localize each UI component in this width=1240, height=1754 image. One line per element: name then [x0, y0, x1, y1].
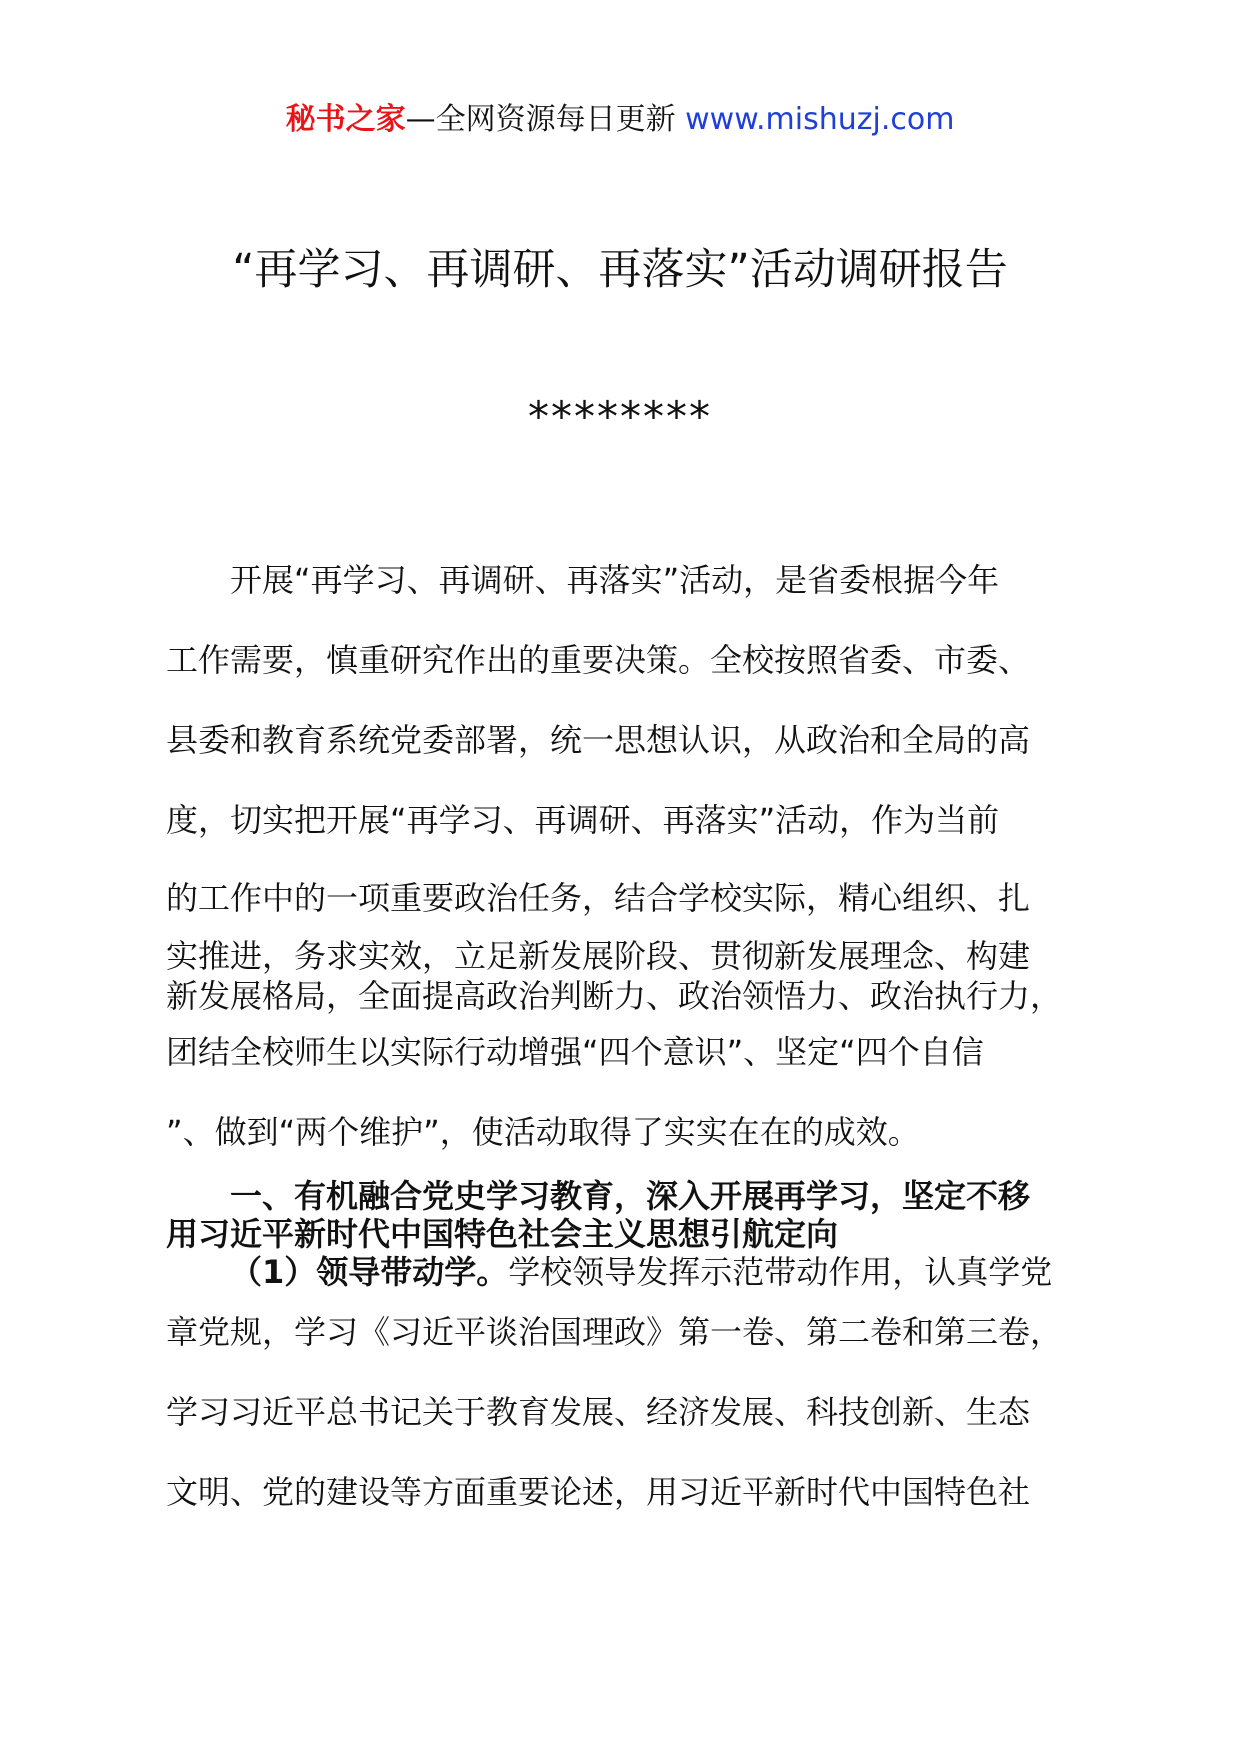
- site-brand: 秘书之家: [285, 102, 406, 137]
- paragraph-line: 度，切实把开展“再学习、再调研、再落实”活动，作为当前: [166, 801, 1000, 839]
- paragraph-line: 章党规，学习《习近平谈治国理政》第一卷、第二卷和第三卷，: [166, 1313, 1063, 1351]
- subsection-text: 学校领导发挥示范带动作用，认真学党: [508, 1253, 1053, 1291]
- paragraph-line: 团结全校师生以实际行动增强“四个意识”、坚定“四个自信: [166, 1033, 984, 1071]
- paragraph-line: 新发展格局，全面提高政治判断力、政治领悟力、政治执行力，: [166, 977, 1063, 1015]
- site-tagline: —全网资源每日更新: [405, 102, 686, 137]
- site-url[interactable]: www.mishuzj.com: [685, 102, 955, 137]
- subsection-line: [230, 1250, 1052, 1294]
- paragraph-line: 学习习近平总书记关于教育发展、经济发展、科技创新、生态: [166, 1393, 1031, 1431]
- site-header: [0, 100, 1240, 140]
- document-author: ********: [528, 392, 712, 441]
- section-heading-line: 一、有机融合党史学习教育，深入开展再学习，坚定不移: [230, 1177, 1031, 1215]
- paragraph-line: 县委和教育系统党委部署，统一思想认识，从政治和全局的高: [166, 721, 1031, 759]
- document-title: “再学习、再调研、再落实”活动调研报告: [232, 245, 1008, 295]
- subsection-label: （1）领导带动学。: [230, 1253, 509, 1291]
- paragraph-line: 开展“再学习、再调研、再落实”活动，是省委根据今年: [230, 561, 1000, 599]
- paragraph-line: 的工作中的一项重要政治任务，结合学校实际，精心组织、扎: [166, 879, 1031, 917]
- section-heading-line: 用习近平新时代中国特色社会主义思想引航定向: [166, 1215, 839, 1253]
- paragraph-line: ”、做到“两个维护”，使活动取得了实实在在的成效。: [166, 1113, 920, 1151]
- paragraph-line: 实推进，务求实效，立足新发展阶段、贯彻新发展理念、构建: [166, 937, 1031, 975]
- paragraph-line: 工作需要，慎重研究作出的重要决策。全校按照省委、市委、: [166, 641, 1031, 679]
- paragraph-line: 文明、党的建设等方面重要论述，用习近平新时代中国特色社: [166, 1473, 1031, 1511]
